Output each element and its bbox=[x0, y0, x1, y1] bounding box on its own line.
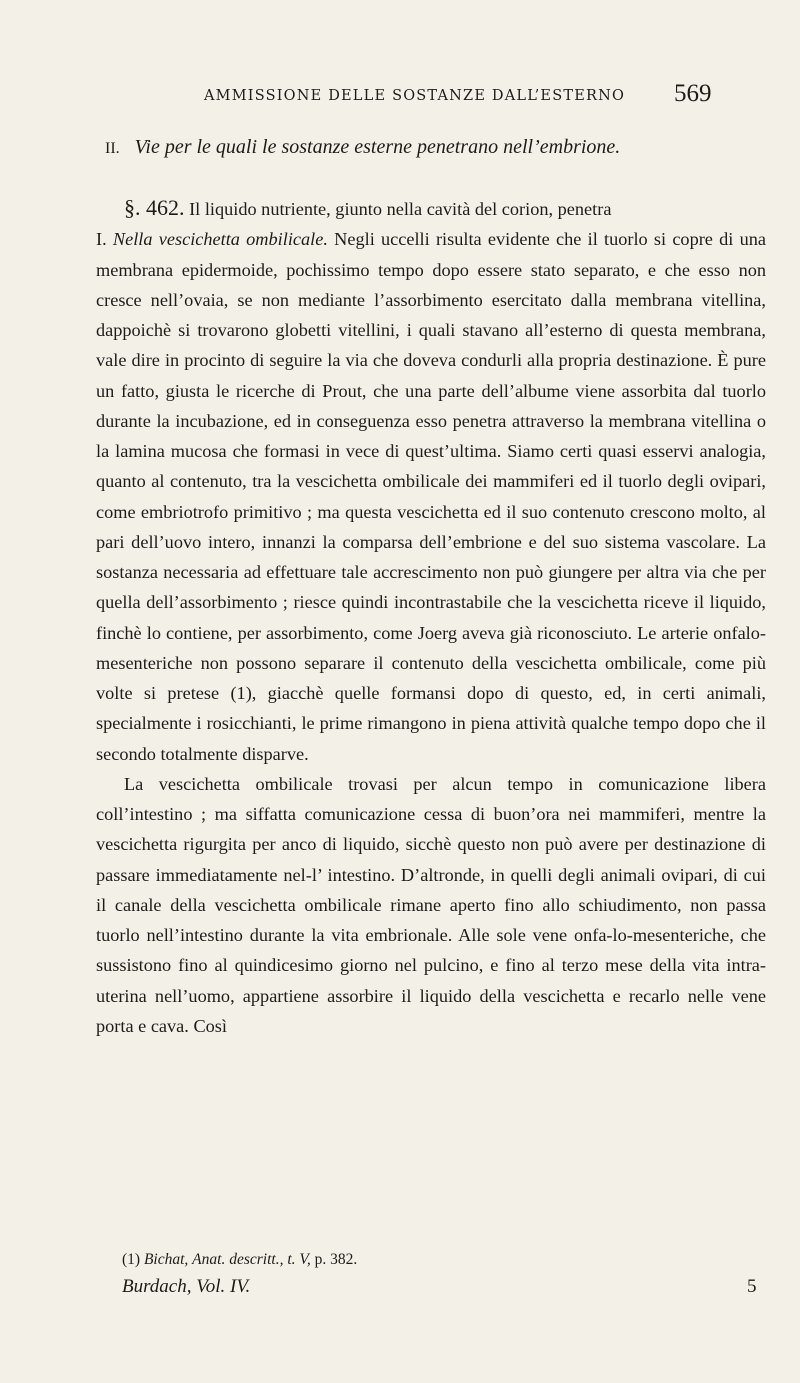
section-title: Vie per le quali le sostanze esterne penetrano nell’embrione. bbox=[134, 136, 621, 158]
footnote bbox=[122, 1248, 762, 1272]
page-number: 569 bbox=[674, 80, 712, 107]
subsection-number: I. bbox=[96, 229, 107, 250]
section-heading bbox=[105, 136, 765, 159]
footnote-marker: (1) bbox=[122, 1251, 141, 1268]
signature-text: Burdach, Vol. IV. bbox=[122, 1276, 251, 1297]
paragraph-462 bbox=[96, 193, 766, 769]
running-head: AMMISSIONE DELLE SOSTANZE DALL’ESTERNO bbox=[204, 88, 626, 104]
paragraph-number: §. 462. bbox=[124, 195, 185, 220]
section-number: II. bbox=[105, 140, 120, 157]
subsection-title: Nella vescichetta ombilicale. bbox=[112, 229, 328, 250]
footnote-page: p. 382. bbox=[314, 1251, 358, 1268]
footnotes bbox=[122, 1248, 762, 1300]
paragraph-vescichetta bbox=[96, 769, 766, 1041]
body-text bbox=[96, 193, 766, 1041]
paragraph-intro: Il liquido nutriente, giunto nella cavità del corion, penetra bbox=[189, 199, 612, 219]
paragraph-text: La vescichetta ombilicale trovasi per alcun tempo in comunicazione libera coll’intestino ; ma siffatta comunicazione cessa di buon’ora nei mammiferi, mentre la vescichetta rigurgita per anco di liquido, sicchè questo non può avere per destinazione di passare immediatamente nel-l’ intestino. D’altronde, in quelli degli animali ovipari, di cui il canale della vescichetta ombilicale rimane aperto fino allo schiudimento, non passa tuorlo nell’intestino durante la vita embrionale. Alle sole vene onfa-lo-mesenteriche, che sussistono fino al quindicesimo giorno nel pulcino, e fino al terzo mese della vita intra-uterina nell’uomo, appartiene assorbire il liquido della vescichetta e recarlo nelle vene porta e cava. Così bbox=[96, 773, 766, 1036]
paragraph-text: Negli uccelli risulta evidente che il tuorlo si copre di una membrana epidermoide, pochissimo tempo dopo essere stato separato, e che esso non cresce nell’ovaia, se non mediante l’assorbimento esercitato dalla membrana vitellina, dappoichè si trovarono globetti vitellini, i quali stavano all’esterno di questa membrana, vale dire in procinto di seguire la via che doveva condurli alla propria destinazione. È pure un fatto, giusta le ricerche di Prout, che una parte dell’albume viene assorbita dal tuorlo durante la incubazione, ed in conseguenza esso penetra attraverso la membrana vitellina o la lamina mucosa che formasi in vece di quest’ultima. Siamo certi quasi esservi analogia, quanto al contenuto, tra la vescichetta ombilicale dei mammiferi ed il tuorlo degli ovipari, come embriotrofo primitivo ; ma questa vescichetta ed il suo contenuto crescono molto, al pari dell’uovo intero, innanzi la comparsa dell’embrione e del suo sistema vascolare. La sostanza necessaria ad effettuare tale accrescimento non può giungere per altra via che per quella dell’assorbimento ; riesce quindi incontrastabile che la vescichetta riceve il liquido, finchè lo contiene, per assorbimento, come Joerg aveva già riconosciuto. Le arterie onfalo-mesenteriche non possono separare il contenuto della vescichetta ombilicale, come più volte si pretese (1), giacchè quelle formansi dopo di questo, ed, in certi animali, specialmente i rosicchianti, le prime rimangono in piena attività qualche tempo dopo che il secondo totalmente disparve. bbox=[96, 229, 766, 764]
signature-line bbox=[122, 1274, 762, 1300]
signature-mark: 5 bbox=[747, 1276, 757, 1297]
footnote-author: Bichat, bbox=[143, 1251, 189, 1268]
footnote-work: Anat. descritt., t. V, bbox=[192, 1251, 311, 1268]
